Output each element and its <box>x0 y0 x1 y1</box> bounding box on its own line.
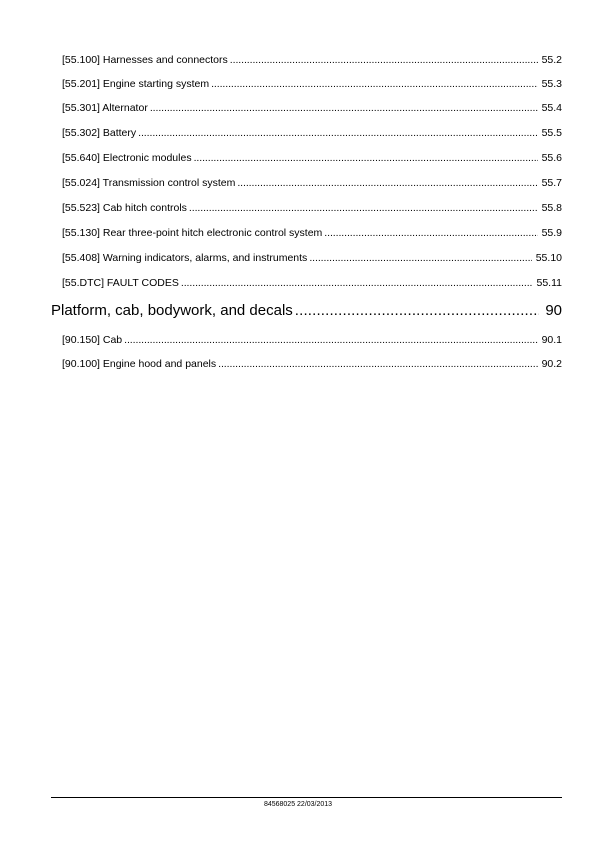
dot-leader <box>309 252 531 265</box>
toc-entry-title: [55.408] Warning indicators, alarms, and instruments <box>62 252 308 264</box>
toc-entry-title: [55.024] Transmission control system <box>62 177 236 189</box>
toc-entry[interactable] <box>62 152 562 165</box>
dot-leader <box>237 177 537 190</box>
toc-entry-title: [90.100] Engine hood and panels <box>62 358 217 370</box>
dot-leader <box>324 227 537 240</box>
section-title: Platform, cab, bodywork, and decals <box>51 302 293 319</box>
dot-leader <box>211 78 537 91</box>
footer-divider <box>51 797 562 798</box>
footer-doc-id: 84568025 22/03/2013 <box>263 801 333 808</box>
toc-entry[interactable] <box>62 127 562 140</box>
dot-leader <box>230 54 538 67</box>
toc-entry-page: 55.6 <box>541 152 562 164</box>
toc-entry-title: [55.DTC] FAULT CODES <box>62 277 179 289</box>
toc-entry-title: [55.301] Alternator <box>62 102 148 114</box>
toc-entry-page: 55.4 <box>541 102 562 114</box>
toc-entry-title: [55.523] Cab hitch controls <box>62 202 187 214</box>
toc-entry[interactable] <box>62 358 562 371</box>
toc-entry-title: [55.130] Rear three-point hitch electronic control system <box>62 227 323 239</box>
toc-entry-page: 55.2 <box>541 54 562 66</box>
toc-entry-page: 90.1 <box>541 334 562 346</box>
dot-leader <box>124 334 537 347</box>
toc-entry[interactable] <box>62 102 562 115</box>
toc-entry[interactable] <box>62 334 562 347</box>
toc-entry-title: [55.201] Engine starting system <box>62 78 210 90</box>
toc-entry-title: [55.100] Harnesses and connectors <box>62 54 228 66</box>
toc-entry-page: 55.10 <box>535 252 562 264</box>
dot-leader <box>181 277 533 290</box>
toc-entry[interactable] <box>62 54 562 67</box>
dot-leader <box>194 152 538 165</box>
toc-entry-page: 55.11 <box>536 277 562 289</box>
toc-entry[interactable] <box>62 227 562 240</box>
toc-entry[interactable] <box>62 202 562 215</box>
toc-entry-title: [55.302] Battery <box>62 127 137 139</box>
toc-entry-page: 90.2 <box>541 358 562 370</box>
toc-entry-page: 55.5 <box>541 127 562 139</box>
dot-leader <box>218 358 537 371</box>
toc-entry-title: [90.150] Cab <box>62 334 123 346</box>
toc-entry-page: 55.3 <box>541 78 562 90</box>
toc-entry[interactable] <box>62 78 562 91</box>
toc-entry[interactable] <box>62 252 562 265</box>
dot-leader <box>295 302 540 320</box>
dot-leader <box>150 102 538 115</box>
toc-entry[interactable] <box>62 177 562 190</box>
toc-entry-page: 55.7 <box>541 177 562 189</box>
toc-entry-page: 55.8 <box>541 202 562 214</box>
toc-section-heading[interactable] <box>51 302 562 320</box>
toc-entry[interactable] <box>62 277 562 290</box>
toc-entry-page: 55.9 <box>541 227 562 239</box>
dot-leader <box>189 202 538 215</box>
section-page: 90 <box>545 302 562 319</box>
dot-leader <box>138 127 537 140</box>
toc-entry-title: [55.640] Electronic modules <box>62 152 192 164</box>
